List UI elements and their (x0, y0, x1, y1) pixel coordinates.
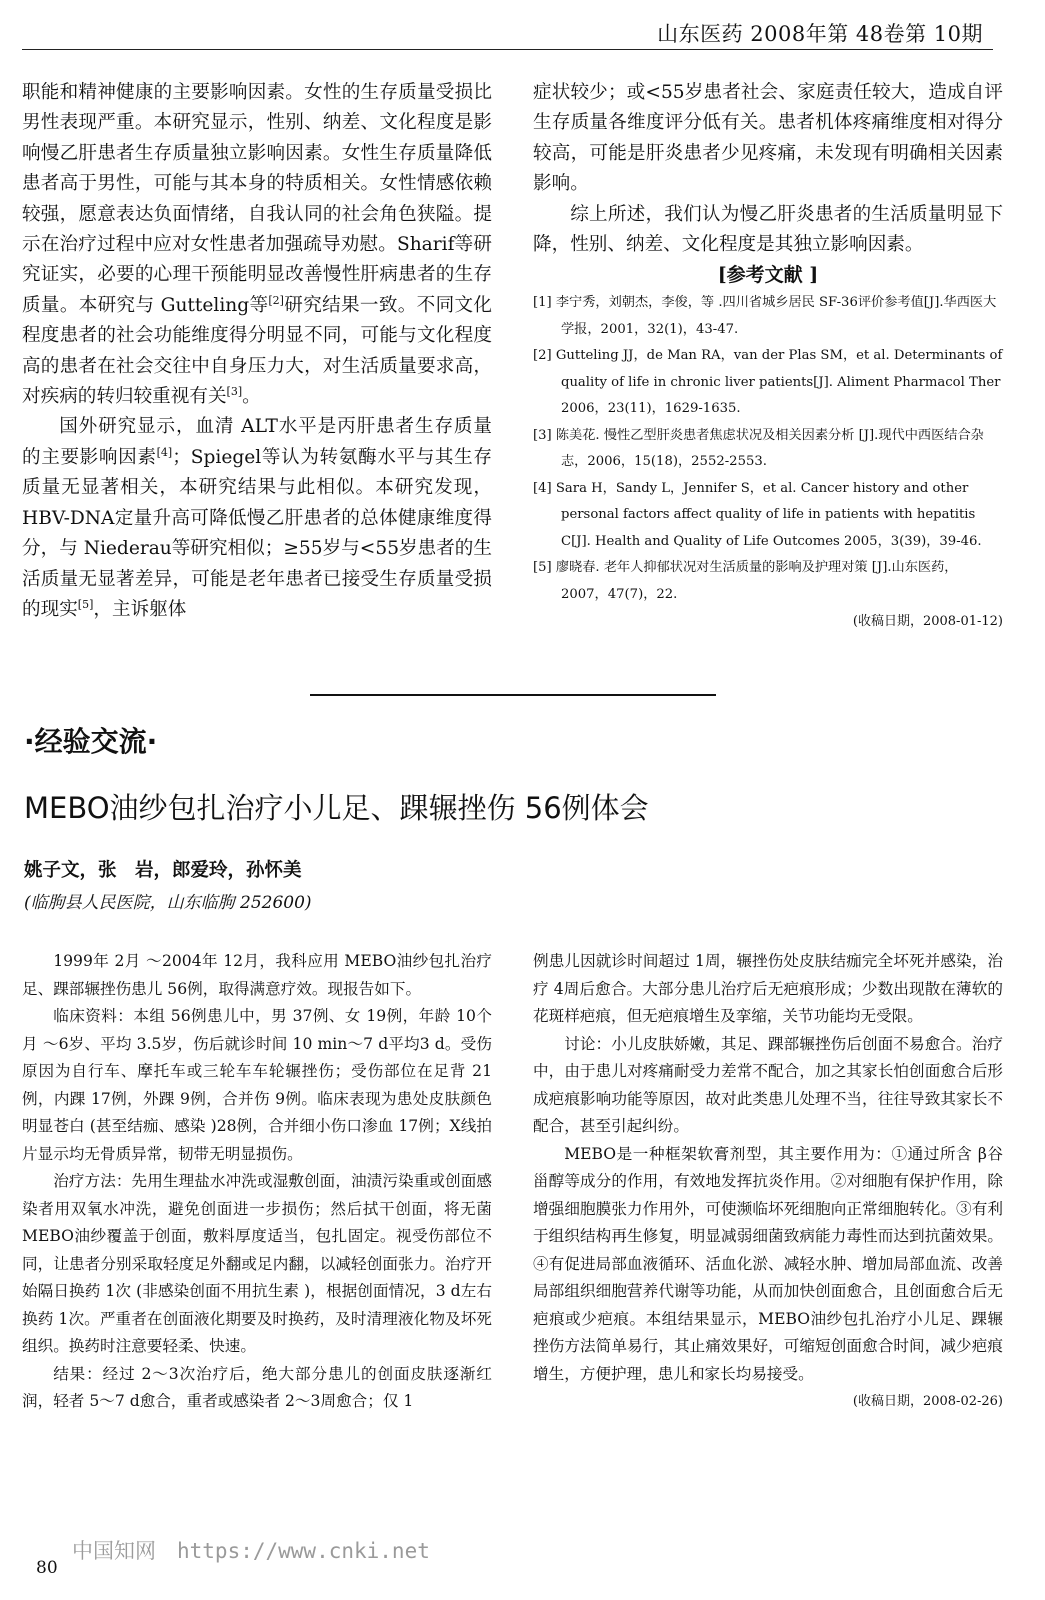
citation[interactable]: [4] (156, 445, 173, 459)
article-title: MEBO油纱包扎治疗小儿足、踝辗挫伤 56例体会 (24, 791, 649, 825)
citation[interactable]: [2] (268, 293, 284, 307)
citation[interactable]: [3] (226, 384, 243, 398)
body-paragraph: MEBO是一种框架软膏剂型，其主要作用为：①通过所含 β谷甾醇等成分的作用，有效地发挥抗炎作用。②对细胞有保护作用，除增强细胞膜张力作用外，可使濒临坏死细胞向正常细胞转化。③有利于组织结构再生修复，明显减弱细菌致病能力毒性而达到抗菌效果。④有促进局部血液循环、活血化淤、减轻水肿、增加局部血流、改善局部组织细胞营养代谢等功能，从而加快创面愈合，且创面愈合后无疤痕或少疤痕。本组结果显示，MEBO油纱包扎治疗小儿足、踝辗挫伤方法简单易行，其止痛效果好，可缩短创面愈合时间，减少疤痕增生，方便护理，患儿和家长均易接受。 (533, 1144, 1003, 1383)
body-paragraph: 例患儿因就诊时间超过 1周，辗挫伤处皮肤结痂完全坏死并感染，治疗 4周后愈合。大部分患儿治疗后无疤痕形成；少数出现散在薄软的花斑样疤痕，但无疤痕增生及挛缩，关节功能均无受限。 (533, 952, 1003, 1025)
body-paragraph: 症状较少；或<55岁患者社会、家庭责任较大，造成自评生存质量各维度评分低有关。患者机体疼痛维度相对得分较高，可能是肝炎患者少见疼痛，未发现有明确相关因素影响。 (533, 82, 1003, 195)
citation[interactable]: [5] (77, 597, 94, 611)
body-paragraph: 结果：经过 2～3次治疗后，绝大部分患儿的创面皮肤逐渐红润，轻者 5～7 d愈合，重者或感染者 2～3周愈合；仅 1 (22, 1364, 492, 1410)
body-paragraph: 临床资料：本组 56例患儿中，男 37例、女 19例，年龄 10个月 ～6岁、平均 3.5岁，伤后就诊时间 10 min～7 d平均3 d。受伤原因为自行车、摩托车或三轮车车轮辗挫伤；受伤部位在足背 21例，内踝 17例，外踝 9例，合并伤 9例。临床表现为患处皮肤颜色明显苍白 (甚至结痂、感染 )28例，合并细小伤口渗血 17例；X线拍片显示均无骨质异常，韧带无明显损伤。 (22, 1007, 492, 1163)
body-paragraph: 治疗方法：先用生理盐水冲洗或湿敷创面，油渍污染重或创面感染者用双氧水冲洗，避免创面进一步损伤；然后拭干创面，将无菌 MEBO油纱覆盖于创面，敷料厚度适当，包扎固定。视受伤部位不同，让患者分别采取轻度足外翻或足内翻，以减轻创面张力。治疗开始隔日换药 1次 (非感染创面不用抗生素 )，根据创面情况，3 d左右换药 1次。严重者在创面液化期要及时换药，及时清理液化物及坏死组织。换药时注意要轻柔、快速。 (22, 1172, 492, 1355)
received-date: (收稿日期，2008-01-12) (852, 614, 1003, 630)
section-label: ·经验交流· (24, 725, 158, 758)
article-left-column (22, 948, 492, 1416)
top-left-column (22, 78, 492, 625)
page-number: 80 (36, 1558, 58, 1578)
body-paragraph: 综上所述，我们认为慢乙肝炎患者的生活质量明显下降，性别、纳差、文化程度是其独立影响因素。 (533, 203, 1003, 256)
reference-item: [3] 陈美花. 慢性乙型肝炎患者焦虑状况及相关因素分析 [J].现代中西医结合杂志，2006，15(18)，2552-2553. (533, 427, 984, 470)
body-paragraph: 国外研究显示，血清 ALT水平是丙肝患者生存质量的主要影响因素[4]；Spiegel等认为转氨酶水平与其生存质量无显著相关，本研究结果与此相似。本研究发现，HBV-DNA定量升高可降低慢乙肝患者的总体健康维度得分，与 Niederau等研究相似；≥55岁与<55岁患者的生活质量无显著差异，可能是老年患者已接受生存质量受损的现实[5]，主诉躯体 (22, 416, 492, 620)
reference-item: [2] Gutteling JJ，de Man RA，van der Plas SM，et al. Determinants of quality of life in chronic liver patients[J]. Aliment Pharmacol Ther 2006，23(11)，1629-1635. (533, 348, 1003, 417)
body-paragraph: 职能和精神健康的主要影响因素。女性的生存质量受损比男性表现严重。本研究显示，性别、纳差、文化程度是影响慢乙肝患者生存质量独立影响因素。女性生存质量降低患者高于男性，可能与其本身的特质相关。女性情感依赖较强，愿意表达负面情绪，自我认同的社会角色狭隘。提示在治疗过程中应对女性患者加强疏导劝慰。Sharif等研究证实，必要的心理干预能明显改善慢性肝病患者的生存质量。本研究与 Gutteling等[2]研究结果一致。不同文化程度患者的社会功能维度得分明显不同，可能与文化程度高的患者在社会交往中自身压力大，对生活质量要求高，对疾病的转归较重视有关[3]。 (22, 82, 492, 408)
reference-item: [1] 李宁秀，刘朝杰，李俊，等 .四川省城乡居民 SF-36评价参考值[J].华西医大学报，2001，32(1)，43-47. (533, 295, 997, 337)
cnki-watermark: 中国知网 https://www.cnki.net (72, 1539, 430, 1563)
article-authors: 姚子文，张 岩，郎爱玲，孙怀美 (24, 860, 302, 881)
article-right-column (533, 948, 1003, 1414)
journal-header: 山东医药 2008年第 48卷第 10期 (657, 22, 983, 46)
references-heading: [参考文献 ] (717, 264, 819, 287)
section-separator (310, 694, 716, 696)
body-paragraph: 讨论：小儿皮肤娇嫩，其足、踝部辗挫伤后创面不易愈合。治疗中，由于患儿对疼痛耐受力差常不配合，加之其家长怕创面愈合后形成疤痕影响功能等原因，故对此类患儿处理不当，往往导致其家长不配合，甚至引起纠纷。 (533, 1034, 1003, 1135)
top-right-column (533, 78, 1003, 634)
reference-item: [5] 廖晓春. 老年人抑郁状况对生活质量的影响及护理对策 [J].山东医药，2007，47(7)，22. (533, 560, 958, 602)
article-affiliation: (临朐县人民医院，山东临朐 252600) (24, 893, 312, 913)
received-date: (收稿日期，2008-02-26) (852, 1394, 1003, 1409)
reference-item: [4] Sara H，Sandy L，Jennifer S，et al. Cancer history and other personal factors affect quality of life in patients with hepatitis C[J]. Health and Quality of Life Outcomes 2005，3(39)，39-46. (533, 480, 982, 549)
header-rule (22, 49, 993, 50)
body-paragraph: 1999年 2月 ～2004年 12月，我科应用 MEBO油纱包扎治疗足、踝部辗挫伤患儿 56例，取得满意疗效。现报告如下。 (22, 952, 492, 998)
